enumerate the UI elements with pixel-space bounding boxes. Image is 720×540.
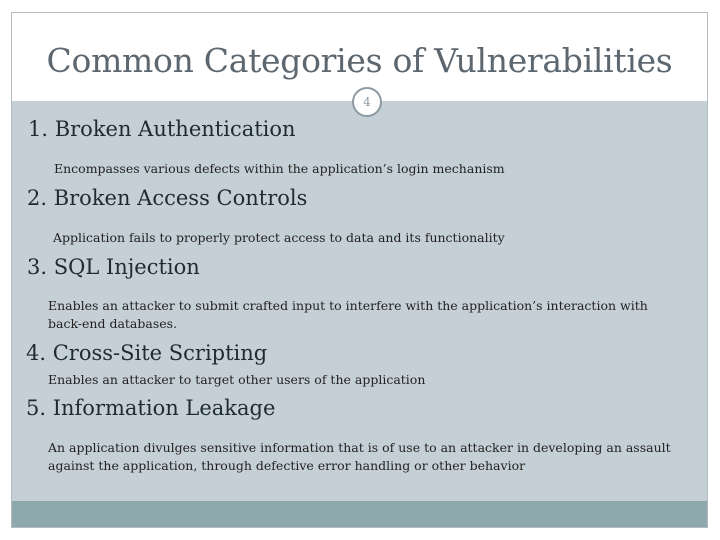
item-heading-2: 2. Broken Access Controls <box>27 186 308 210</box>
item-heading-3: 3. SQL Injection <box>27 255 200 279</box>
item-description-4: Enables an attacker to target other users of the application <box>48 372 426 387</box>
page-number-badge: 4 <box>352 87 382 117</box>
footer-bar <box>12 501 707 527</box>
item-heading-5: 5. Information Leakage <box>26 396 276 420</box>
slide-title: Common Categories of Vulnerabilities <box>46 41 673 80</box>
item-description-2: Application fails to properly protect access to data and its functionality <box>53 230 505 245</box>
item-description-3: Enables an attacker to submit crafted input to interfere with the application’s interaction with back-end databases. <box>48 298 648 331</box>
title-area <box>12 13 707 100</box>
item-description-1: Encompasses various defects within the application’s login mechanism <box>54 161 505 176</box>
item-description-5: An application divulges sensitive information that is of use to an attacker in developing an assault against the application, through defective error handling or other behavior <box>48 440 671 473</box>
item-heading-4: 4. Cross-Site Scripting <box>26 341 268 365</box>
item-heading-1: 1. Broken Authentication <box>28 117 296 141</box>
